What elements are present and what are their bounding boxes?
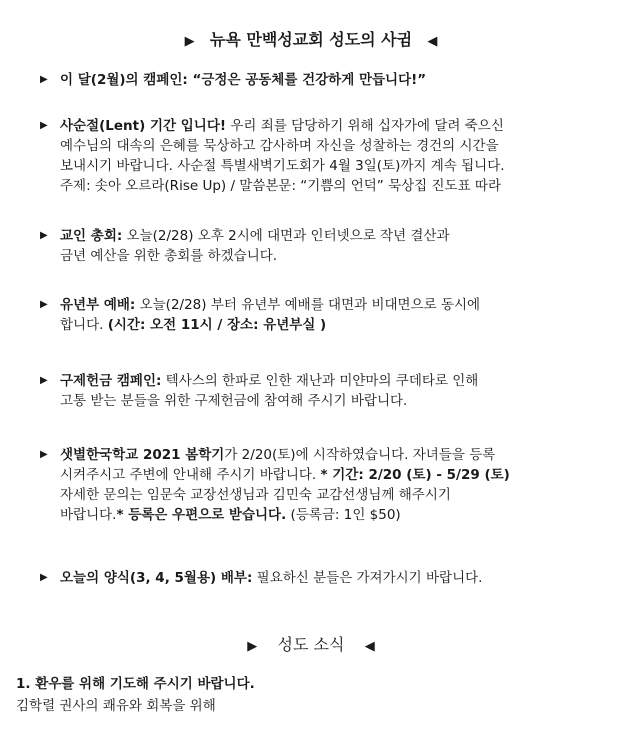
bullet-triangle-icon: ▶ <box>40 74 48 85</box>
right-triangle-icon: ▶ <box>247 639 258 654</box>
announcement-heading: 이 달(2월)의 캠페인: “긍정은 공동체를 건강하게 만듭니다!” <box>60 72 427 88</box>
bullet-triangle-icon: ▶ <box>40 449 48 460</box>
announcement-korean-school <box>40 445 600 525</box>
announcement-heading: 유년부 예배: <box>60 297 136 313</box>
announcement-period: * 기간: 2/20 (토) - 5/29 (토) <box>320 467 510 483</box>
section-heading-fellowship <box>0 30 622 52</box>
announcement-text: 가 2/20(토)에 시작하였습니다. 자녀들을 등록 <box>224 447 496 463</box>
announcement-daily-bread <box>40 568 600 588</box>
bullet-triangle-icon: ▶ <box>40 572 48 583</box>
news-item-text: 김학렬 권사의 쾌유와 회복을 위해 <box>16 698 216 714</box>
announcement-text: 필요하신 분들은 가져가시기 바랍니다. <box>252 570 483 586</box>
announcement-heading: 구제헌금 캠페인: <box>60 373 162 389</box>
announcement-children-worship <box>40 295 600 335</box>
announcement-line: 주제: 솟아 오르라(Rise Up) / 말씀본문: “기쁨의 언덕” 묵상집 진도표 따라 <box>60 178 501 194</box>
announcement-text: 바랍니다. <box>60 507 117 523</box>
bullet-triangle-icon: ▶ <box>40 299 48 310</box>
right-triangle-icon: ▶ <box>184 34 195 49</box>
announcement-lent <box>40 116 600 196</box>
announcement-registration: * 등록은 우편으로 받습니다. <box>116 507 287 523</box>
announcement-text: 오늘(2/28) 오후 2시에 대면과 인터넷으로 작년 결산과 <box>122 228 450 244</box>
section-heading-member-news <box>0 635 622 657</box>
announcement-fee: (등록금: 1인 $50) <box>286 507 401 523</box>
announcement-text: 텍사스의 한파로 인한 재난과 미얀마의 쿠데타로 인해 <box>161 373 479 389</box>
member-news <box>16 673 606 717</box>
announcement-heading: 사순절(Lent) 기간 입니다! <box>60 118 227 134</box>
announcement-heading: 교인 총회: <box>60 228 123 244</box>
announcement-line: 고통 받는 분들을 위한 구제헌금에 참여해 주시기 바랍니다. <box>60 393 408 409</box>
bullet-triangle-icon: ▶ <box>40 120 48 131</box>
bullet-triangle-icon: ▶ <box>40 230 48 241</box>
announcement-campaign <box>40 70 600 90</box>
announcement-text: 합니다. <box>60 317 108 333</box>
announcement-relief-offering <box>40 371 600 411</box>
announcement-line: 예수님의 대속의 은혜를 묵상하고 감사하며 자신을 성찰하는 경건의 시간을 <box>60 138 499 154</box>
section-title: 성도 소식 <box>277 635 345 654</box>
announcement-text: 시켜주시고 주변에 안내해 주시기 바랍니다. <box>60 467 321 483</box>
left-triangle-icon: ◀ <box>427 34 438 49</box>
announcement-text: 우리 죄를 담당하기 위해 십자가에 달려 죽으신 <box>226 118 504 134</box>
announcement-general-assembly <box>40 226 600 266</box>
left-triangle-icon: ◀ <box>364 639 375 654</box>
announcement-line: 자세한 문의는 임문숙 교장선생님과 김민숙 교감선생님께 해주시기 <box>60 487 451 503</box>
announcement-line: 금년 예산을 위한 총회를 하겠습니다. <box>60 248 278 264</box>
announcement-heading: 오늘의 양식(3, 4, 5월용) 배부: <box>60 570 253 586</box>
announcement-text: 오늘(2/28) 부터 유년부 예배를 대면과 비대면으로 동시에 <box>135 297 481 313</box>
announcement-time-place: (시간: 오전 11시 / 장소: 유년부실 ) <box>107 317 327 333</box>
announcement-heading: 샛별한국학교 2021 봄학기 <box>60 447 225 463</box>
section-title: 뉴욕 만백성교회 성도의 사귐 <box>209 30 413 49</box>
news-item-title: 1. 환우를 위해 기도해 주시기 바랍니다. <box>16 676 255 692</box>
announcement-line: 보내시기 바랍니다. 사순절 특별새벽기도회가 4월 3일(토)까지 계속 됩니다. <box>60 158 505 174</box>
bullet-triangle-icon: ▶ <box>40 375 48 386</box>
